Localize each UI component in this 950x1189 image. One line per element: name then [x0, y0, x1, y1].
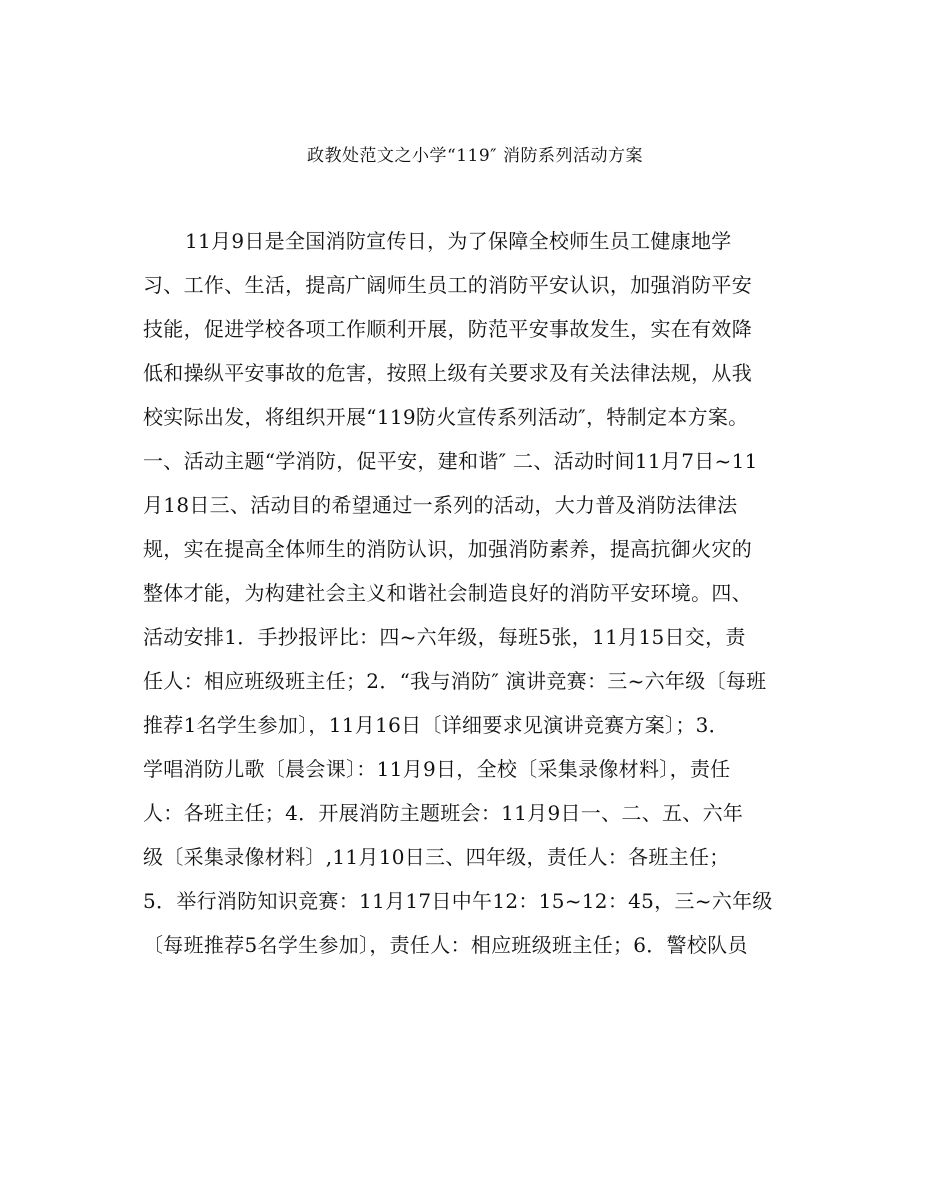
paragraph-line-10: 活动安排1．手抄报评比：四~六年级，每班5张，11月15日交，责	[143, 625, 746, 649]
paragraph-line-6: 一、活动主题“学消防，促平安，建和谐″ 二、活动时间11月7日~11	[143, 449, 758, 473]
paragraph-line-17: 〔每班推荐5名学生参加〕，责任人：相应班级班主任；6．警校队员	[143, 933, 748, 957]
paragraph-line-1: 11月9日是全国消防宣传日，为了保障全校师生员工健康地学	[185, 229, 732, 253]
paragraph-line-12: 推荐1名学生参加〕，11月16日〔详细要求见演讲竞赛方案〕；3．	[143, 713, 729, 737]
paragraph-line-11: 任人：相应班级班主任；2．“我与消防″ 演讲竞赛：三~六年级〔每班	[143, 669, 767, 693]
paragraph-line-8: 规，实在提高全体师生的消防认识，加强消防素养，提高抗御火灾的	[143, 537, 752, 561]
paragraph-line-15: 级〔采集录像材料〕,11月10日三、四年级，责任人：各班主任；	[143, 845, 730, 869]
paragraph-line-7: 月18日三、活动目的希望通过一系列的活动，大力普及消防法律法	[143, 493, 738, 517]
paragraph-line-4: 低和操纵平安事故的危害，按照上级有关要求及有关法律法规，从我	[143, 361, 752, 385]
paragraph-line-9: 整体才能，为构建社会主义和谐社会制造良好的消防平安环境。四、	[143, 581, 752, 605]
paragraph-line-16: 5．举行消防知识竞赛：11月17日中午12：15~12：45，三~六年级	[143, 889, 773, 913]
paragraph-line-3: 技能，促进学校各项工作顺利开展，防范平安事故发生，实在有效降	[143, 317, 752, 341]
paragraph-line-14: 人：各班主任；4．开展消防主题班会：11月9日一、二、五、六年	[143, 801, 744, 825]
paragraph-line-2: 习、工作、生活，提高广阔师生员工的消防平安认识，加强消防平安	[143, 273, 752, 297]
document-title: 政教处范文之小学“119″ 消防系列活动方案	[307, 146, 643, 166]
paragraph-line-5: 校实际出发，将组织开展“119防火宣传系列活动″，特制定本方案。	[143, 405, 749, 429]
paragraph-line-13: 学唱消防儿歌〔晨会课〕：11月9日，全校〔采集录像材料〕，责任	[143, 757, 731, 781]
